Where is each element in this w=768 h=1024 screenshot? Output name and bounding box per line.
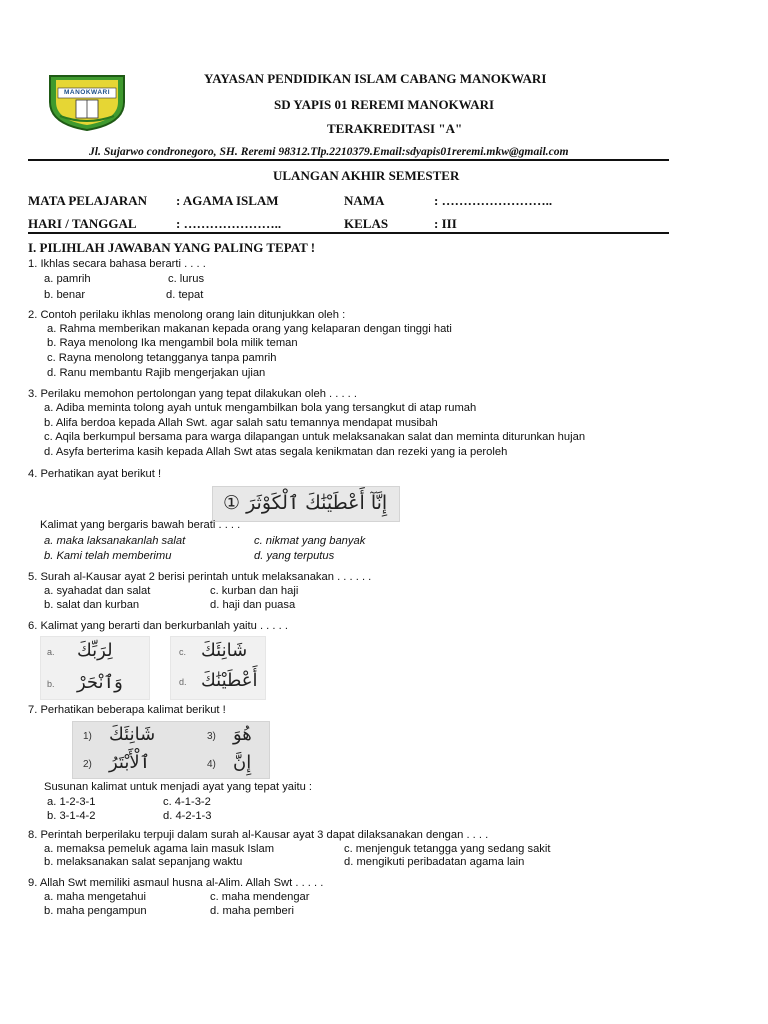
date-label: HARI / TANGGAL bbox=[28, 216, 137, 231]
q7-option-c[interactable]: c. 4-1-3-2 bbox=[163, 796, 211, 808]
q4-option-b[interactable]: b. Kami telah memberimu bbox=[44, 550, 172, 562]
q3-option-c[interactable]: c. Aqila berkumpul bersama para warga dilapangan untuk melaksanakan salat dan meminta diturunkan hujan bbox=[44, 431, 586, 443]
q9-option-c[interactable]: c. maha mendengar bbox=[210, 891, 310, 903]
q7-num-2: 2) bbox=[83, 759, 92, 770]
section-title: I. PILIHLAH JAWABAN YANG PALING TEPAT ! bbox=[28, 240, 316, 255]
q6-label-a: a. bbox=[47, 647, 55, 657]
accreditation: TERAKREDITASI "A" bbox=[327, 121, 463, 136]
logo-text: MANOKWARI bbox=[64, 89, 111, 96]
q9-option-d[interactable]: d. maha pemberi bbox=[210, 905, 294, 917]
q7-word-4: إِنَّ bbox=[233, 752, 252, 773]
question-5: 5. Surah al-Kausar ayat 2 berisi perintah untuk melaksanakan . . . . . . bbox=[28, 571, 372, 583]
q1-option-c[interactable]: c. lurus bbox=[168, 273, 205, 285]
q6-option-c-arabic[interactable]: شَانِئَكَ bbox=[201, 640, 248, 661]
header-divider bbox=[28, 159, 669, 161]
q7-word-2: ٱلْأَبْتَرُ bbox=[109, 752, 151, 773]
q8-option-a[interactable]: a. memaksa pemeluk agama lain masuk Islam bbox=[44, 843, 275, 855]
date-field[interactable]: : ………………….. bbox=[176, 216, 282, 231]
subject-value: : AGAMA ISLAM bbox=[176, 193, 279, 208]
q6-option-b-arabic[interactable]: وَٱنْحَرْ bbox=[77, 672, 123, 693]
q6-option-d-arabic[interactable]: أَعْطَيْنَٰكَ bbox=[201, 670, 258, 691]
q7-word-3: هُوَ bbox=[233, 724, 252, 745]
q6-options-right-image bbox=[170, 636, 266, 700]
q6-label-b: b. bbox=[47, 679, 55, 689]
exam-title: ULANGAN AKHIR SEMESTER bbox=[273, 168, 460, 183]
q6-option-a-arabic[interactable]: لِرَبِّكَ bbox=[77, 640, 113, 661]
question-1: 1. Ikhlas secara bahasa berarti . . . . bbox=[28, 258, 206, 270]
q7-word-1: شَانِئَكَ bbox=[109, 724, 156, 745]
school-address: Jl. Sujarwo condronegoro, SH. Reremi 98312.Tlp.2210379.Email:sdyapis01reremi.mkw@gmail.com bbox=[89, 145, 569, 158]
q7-prompt: Susunan kalimat untuk menjadi ayat yang tepat yaitu : bbox=[44, 781, 313, 793]
q4-prompt: Kalimat yang bergaris bawah berati . . . . bbox=[40, 519, 241, 531]
q7-num-1: 1) bbox=[83, 731, 92, 742]
question-2: 2. Contoh perilaku ikhlas menolong orang lain ditunjukkan oleh : bbox=[28, 309, 346, 321]
q3-option-d[interactable]: d. Asyfa berterima kasih kepada Allah Swt atas segala kenikmatan dan rezeki yang ia peroleh bbox=[44, 446, 508, 458]
question-8: 8. Perintah berperilaku terpuji dalam surah al-Kausar ayat 3 dapat dilaksanakan dengan . . . . bbox=[28, 829, 489, 841]
school-logo bbox=[44, 72, 130, 132]
q2-option-d[interactable]: d. Ranu membantu Rajib mengerjakan ujian bbox=[47, 367, 266, 379]
q1-option-d[interactable]: d. tepat bbox=[166, 289, 204, 301]
question-3: 3. Perilaku memohon pertolongan yang tepat dilakukan oleh . . . . . bbox=[28, 388, 357, 400]
q5-option-c[interactable]: c. kurban dan haji bbox=[210, 585, 299, 597]
q8-option-c[interactable]: c. menjenguk tetangga yang sedang sakit bbox=[344, 843, 551, 855]
q3-option-a[interactable]: a. Adiba meminta tolong ayah untuk mengambilkan bola yang tersangkut di atap rumah bbox=[44, 402, 477, 414]
q5-option-b[interactable]: b. salat dan kurban bbox=[44, 599, 140, 611]
q7-num-3: 3) bbox=[207, 731, 216, 742]
q2-option-c[interactable]: c. Rayna menolong tetangganya tanpa pamrih bbox=[47, 352, 277, 364]
question-9: 9. Allah Swt memiliki asmaul husna al-Alim. Allah Swt . . . . . bbox=[28, 877, 324, 889]
question-4: 4. Perhatikan ayat berikut ! bbox=[28, 468, 162, 480]
question-6: 6. Kalimat yang berarti dan berkurbanlah yaitu . . . . . bbox=[28, 620, 288, 632]
q6-label-c: c. bbox=[179, 647, 187, 657]
q7-num-4: 4) bbox=[207, 759, 216, 770]
class-value: : III bbox=[434, 216, 457, 231]
q9-option-b[interactable]: b. maha pengampun bbox=[44, 905, 147, 917]
q6-options-left-image bbox=[40, 636, 150, 700]
q7-option-a[interactable]: a. 1-2-3-1 bbox=[47, 796, 96, 808]
q2-option-b[interactable]: b. Raya menolong Ika mengambil bola milik teman bbox=[47, 337, 298, 349]
q7-words-image bbox=[72, 721, 270, 779]
q3-option-b[interactable]: b. Alifa berdoa kepada Allah Swt. agar salah satu temannya mendapat musibah bbox=[44, 417, 438, 429]
q4-option-c[interactable]: c. nikmat yang banyak bbox=[254, 535, 366, 547]
q7-option-d[interactable]: d. 4-2-1-3 bbox=[163, 810, 212, 822]
q2-option-a[interactable]: a. Rahma memberikan makanan kepada orang yang kelaparan dengan tinggi hati bbox=[47, 323, 452, 335]
q4-option-a[interactable]: a. maka laksanakanlah salat bbox=[44, 535, 186, 547]
q5-option-a[interactable]: a. syahadat dan salat bbox=[44, 585, 151, 597]
q6-label-d: d. bbox=[179, 677, 187, 687]
q9-option-a[interactable]: a. maha mengetahui bbox=[44, 891, 146, 903]
class-label: KELAS bbox=[344, 216, 389, 231]
name-label: NAMA bbox=[344, 193, 385, 208]
school-name: SD YAPIS 01 REREMI MANOKWARI bbox=[274, 97, 495, 112]
q7-option-b[interactable]: b. 3-1-4-2 bbox=[47, 810, 96, 822]
q8-option-b[interactable]: b. melaksanakan salat sepanjang waktu bbox=[44, 856, 243, 868]
subject-label: MATA PELAJARAN bbox=[28, 193, 148, 208]
question-7: 7. Perhatikan beberapa kalimat berikut ! bbox=[28, 704, 226, 716]
name-field[interactable]: : …………………….. bbox=[434, 193, 553, 208]
q5-option-d[interactable]: d. haji dan puasa bbox=[210, 599, 296, 611]
q4-option-d[interactable]: d. yang terputus bbox=[254, 550, 335, 562]
info-divider bbox=[28, 232, 669, 234]
q4-verse: إِنَّآ أَعْطَيْنَٰكَ ٱلْكَوْثَرَ ① bbox=[223, 492, 388, 514]
foundation-name: YAYASAN PENDIDIKAN ISLAM CABANG MANOKWARI bbox=[204, 71, 547, 86]
q8-option-d[interactable]: d. mengikuti peribadatan agama lain bbox=[344, 856, 525, 868]
q1-option-a[interactable]: a. pamrih bbox=[44, 273, 91, 285]
q4-verse-image bbox=[212, 486, 400, 522]
q1-option-b[interactable]: b. benar bbox=[44, 289, 86, 301]
